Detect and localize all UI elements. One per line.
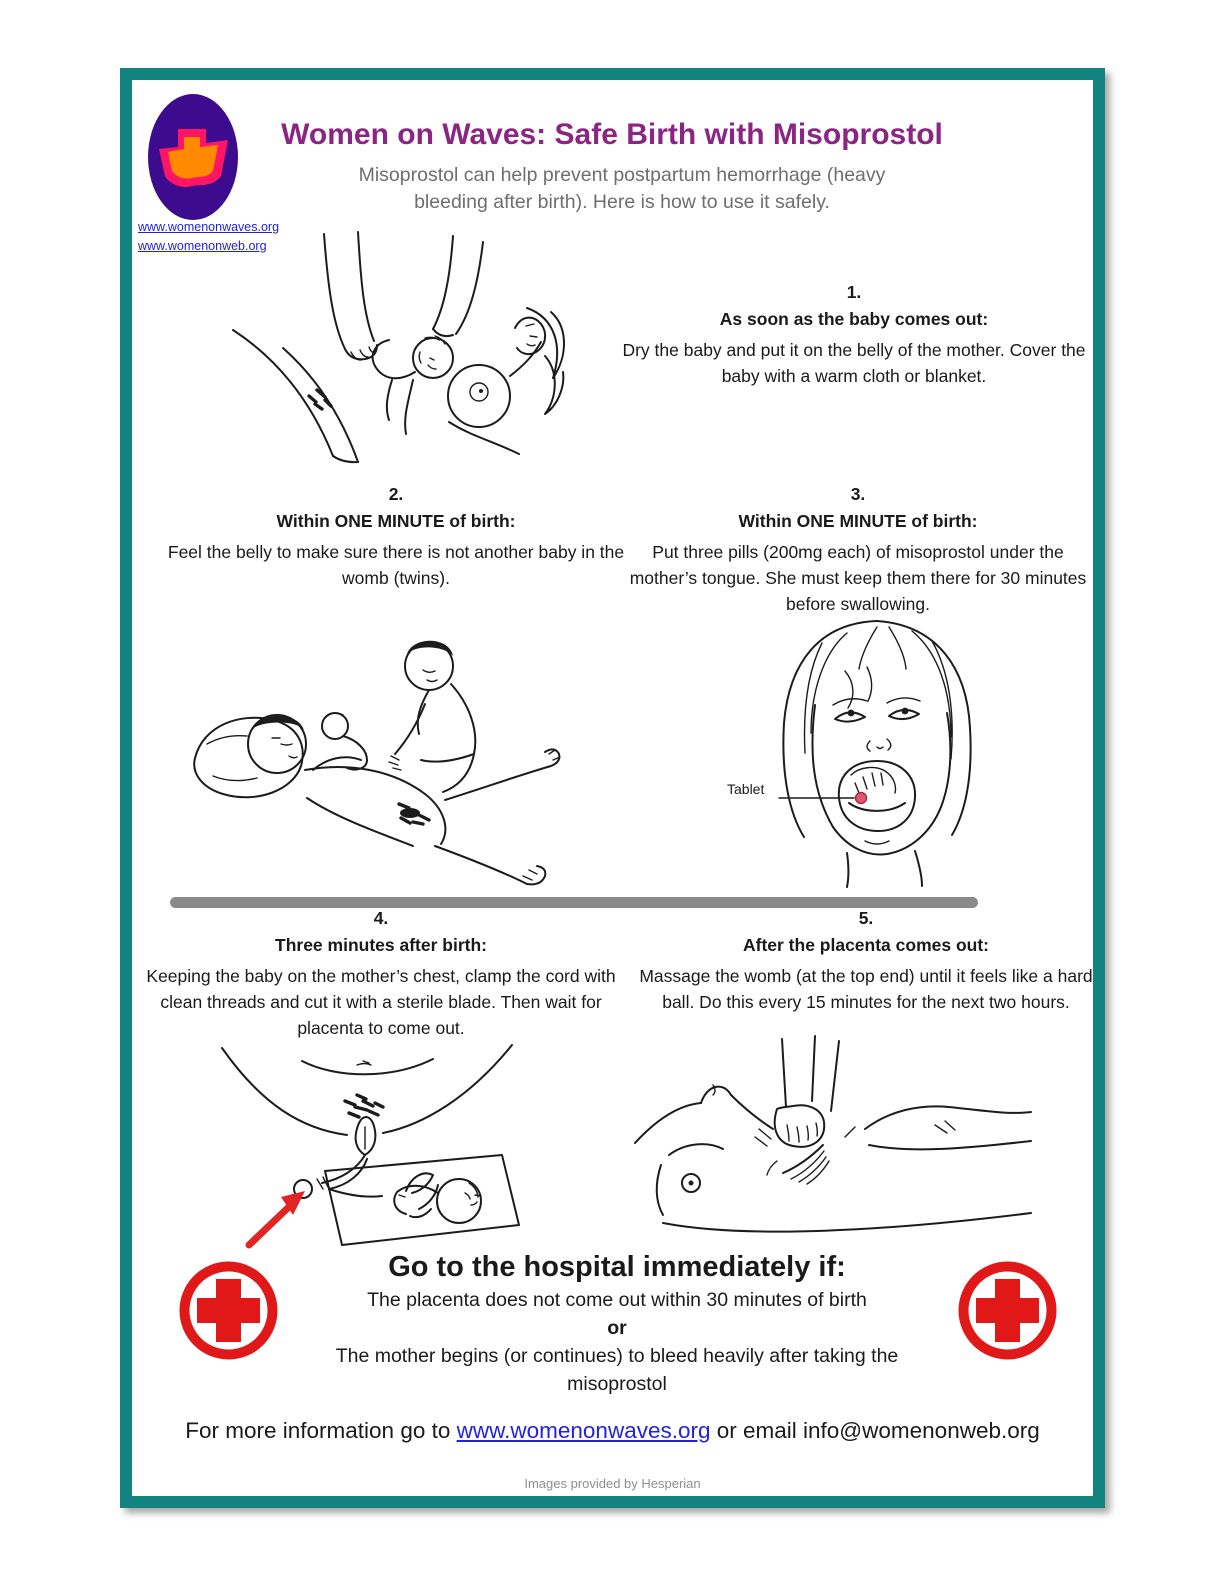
step-1-body: Dry the baby and put it on the belly of the mother. Cover the baby with a warm cloth or blanket. [622,340,1086,386]
tablet-label: Tablet [727,781,765,797]
step-3-body: Put three pills (200mg each) of misoprostol under the mother’s tongue. She must keep them there for 30 minutes before swallowing. [629,542,1087,614]
illustration-birth-scene [227,230,572,470]
footer-prefix: For more information go to [185,1418,457,1443]
step-4-number: 4. [373,908,389,928]
red-cross-icon [175,1257,282,1364]
image-credit: Images provided by Hesperian [524,1476,701,1491]
step-2-body: Feel the belly to make sure there is not another baby in the womb (twins). [167,542,625,588]
women-on-waves-logo-icon [148,93,238,221]
step-5-number: 5. [858,908,874,928]
step-1-heading: As soon as the baby comes out: [719,309,989,329]
illustration-cord-clamp [207,1043,527,1255]
link-womenonwaves[interactable]: www.womenonwaves.org [138,220,280,234]
footer-info [132,1418,1093,1444]
step-2 [160,482,632,591]
footer-suffix: or email info@womenonweb.org [710,1418,1040,1443]
link-womenonweb[interactable]: www.womenonweb.org [138,239,267,253]
step-5-heading: After the placenta comes out: [742,935,990,955]
poster-frame [120,68,1105,1508]
step-3-number: 3. [850,484,866,504]
step-1 [620,280,1088,389]
step-3 [624,482,1092,617]
illustration-womb-massage [627,1033,1039,1250]
illustration-tablet-under-tongue [727,613,1027,890]
warning-or: or [607,1317,627,1339]
page-title: Women on Waves: Safe Birth with Misoprostol [281,118,943,151]
illustration-feel-belly [177,608,567,890]
step-5-body: Massage the womb (at the top end) until it feels like a hard ball. Do this every 15 minutes for the next two hours. [639,966,1093,1012]
step-4-heading: Three minutes after birth: [275,935,487,955]
step-2-heading: Within ONE MINUTE of birth: [276,511,516,531]
step-2-number: 2. [388,484,404,504]
step-4 [140,906,622,1041]
hospital-warning [292,1248,942,1398]
page-subtitle: Misoprostol can help prevent postpartum hemorrhage (heavy bleeding after birth). Here is how to use it safely. [358,164,886,213]
step-5 [635,906,1097,1015]
warning-line-1: The placenta does not come out within 30 minutes of birth [367,1289,867,1311]
red-cross-icon [954,1257,1061,1364]
warning-heading: Go to the hospital immediately if: [388,1251,846,1283]
step-4-body: Keeping the baby on the mother’s chest, clamp the cord with clean threads and cut it with a sterile blade. Then wait for placenta to come out. [146,966,616,1038]
step-1-number: 1. [846,282,862,302]
warning-line-2: The mother begins (or continues) to bleed heavily after taking the misoprostol [335,1345,899,1395]
footer-link-womenonwaves[interactable]: www.womenonwaves.org [456,1418,711,1443]
step-3-heading: Within ONE MINUTE of birth: [738,511,978,531]
